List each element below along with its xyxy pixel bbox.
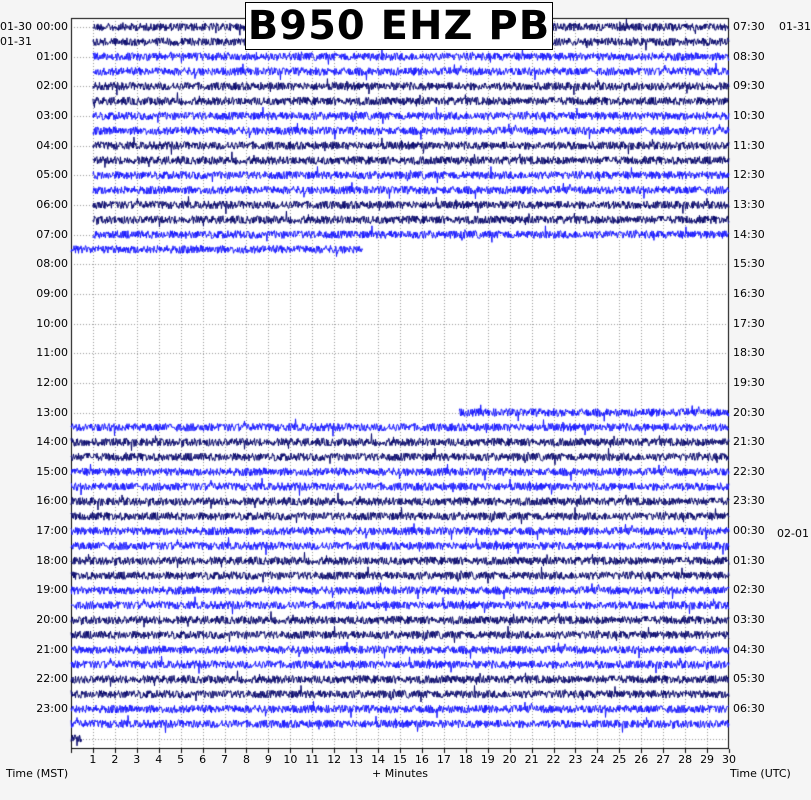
x-tick-label: 11 [305,753,320,766]
left-time-label: 19:00 [36,583,68,597]
x-tick-label: 4 [155,753,163,766]
left-time-label: 07:00 [36,227,68,241]
right-time-label: 16:30 [733,286,765,300]
footer-center-label: + Minutes [372,767,429,780]
x-tick-label: 6 [199,753,207,766]
x-tick-label: 28 [678,753,693,766]
left-time-label: 06:00 [36,197,68,211]
right-time-label: 04:30 [733,642,765,656]
left-time-label: 09:00 [36,286,68,300]
x-tick-label: 3 [133,753,141,766]
x-tick-label: 8 [242,753,250,766]
right-time-label: 09:30 [733,79,765,93]
left-time-label: 22:00 [36,672,68,686]
left-date-top: 01-30 [0,20,32,33]
right-time-label: 11:30 [733,138,765,152]
x-tick-label: 12 [327,753,342,766]
right-time-label: 12:30 [733,168,765,182]
right-time-label: 08:30 [733,49,765,63]
x-tick-label: 10 [283,753,298,766]
x-tick-label: 9 [264,753,272,766]
x-tick-label: 18 [458,753,473,766]
left-time-label: 13:00 [36,405,68,419]
right-time-label: 23:30 [733,494,765,508]
footer-right-label: Time (UTC) [730,767,791,780]
right-date-mid: 02-01 [777,527,809,540]
left-time-label: 20:00 [36,613,68,627]
right-time-label: 01:30 [733,553,765,567]
x-tick-label: 15 [393,753,407,766]
right-time-label: 14:30 [733,227,765,241]
x-tick-label: 13 [349,753,364,766]
right-time-label: 00:30 [733,524,765,538]
right-time-label: 02:30 [733,583,765,597]
x-tick-label: 24 [590,753,605,766]
x-tick-label: 23 [568,753,583,766]
x-tick-label: 29 [700,753,715,766]
left-time-label: 15:00 [36,464,68,478]
right-time-label: 06:30 [733,702,765,716]
left-date-second: 01-31 [0,35,32,48]
station-title: B950 EHZ PB [245,2,553,50]
left-time-label: 11:00 [36,346,68,360]
right-time-label: 07:30 [733,20,765,33]
x-tick-label: 30 [722,753,736,766]
left-time-label: 00:00 [36,20,68,33]
left-time-label: 10:00 [36,316,68,330]
right-time-label: 19:30 [733,375,765,389]
left-time-label: 18:00 [36,553,68,567]
x-tick-label: 19 [480,753,495,766]
x-tick-label: 26 [634,753,649,766]
right-time-label: 03:30 [733,613,765,627]
x-tick-label: 14 [371,753,386,766]
x-tick-label: 16 [414,753,429,766]
right-time-label: 20:30 [733,405,765,419]
footer-left-label: Time (MST) [6,767,69,780]
right-time-label: 13:30 [733,197,765,211]
x-tick-label: 7 [221,753,229,766]
left-time-label: 23:00 [36,702,68,716]
left-time-label: 21:00 [36,642,68,656]
x-tick-label: 2 [111,753,119,766]
x-tick-label: 25 [612,753,627,766]
x-tick-label: 5 [177,753,185,766]
x-tick-label: 1 [89,753,97,766]
right-time-label: 21:30 [733,435,765,449]
left-time-label: 14:00 [36,435,68,449]
left-time-label: 04:00 [36,138,68,152]
right-time-label: 22:30 [733,464,765,478]
right-time-label: 17:30 [733,316,765,330]
x-tick-label: 20 [502,753,517,766]
right-date-top: 01-31 [779,20,811,33]
right-time-label: 05:30 [733,672,765,686]
left-time-label: 03:00 [36,108,68,122]
left-time-label: 17:00 [36,524,68,538]
x-tick-label: 22 [546,753,561,766]
left-time-label: 01:00 [36,49,68,63]
right-time-label: 15:30 [733,257,765,271]
left-time-label: 12:00 [36,375,68,389]
x-tick-label: 21 [524,753,539,766]
left-time-label: 02:00 [36,79,68,93]
left-time-label: 08:00 [36,257,68,271]
left-time-label: 16:00 [36,494,68,508]
right-time-label: 18:30 [733,346,765,360]
right-time-label: 10:30 [733,108,765,122]
left-time-label: 05:00 [36,168,68,182]
x-tick-label: 27 [656,753,671,766]
x-tick-label: 17 [436,753,451,766]
